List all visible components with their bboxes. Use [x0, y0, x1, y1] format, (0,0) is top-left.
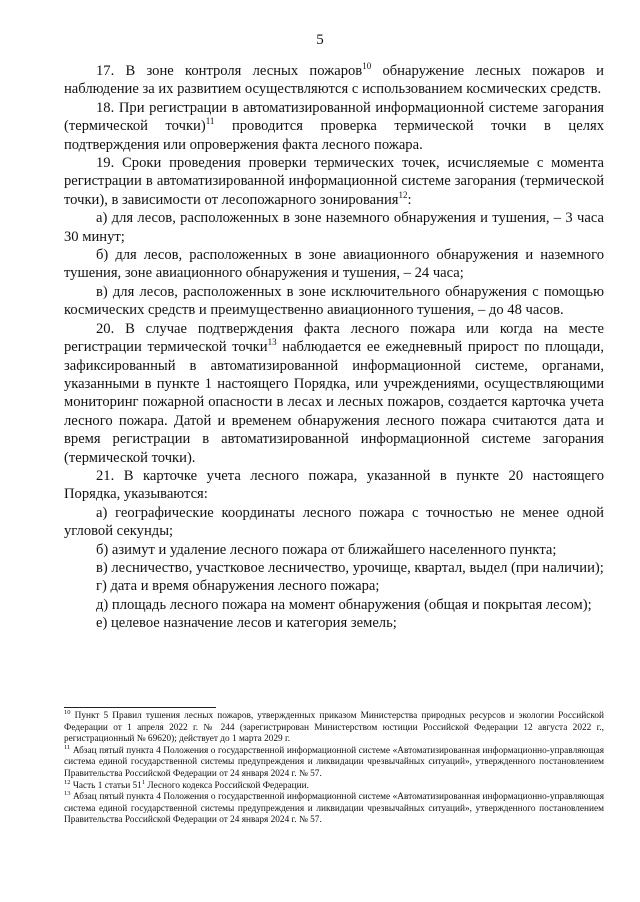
- paragraph-17: 17. В зоне контроля лесных пожаров$^{10}$ обнаружение лесных пожаров и наблюдение за их развитием осуществляются с использованием космических средств.: [64, 61, 604, 98]
- paragraph-18: 18. При регистрации в автоматизированной информационной системе загорания (термической точки)$^{11}$ проводится проверка термической точки в целях подтверждения или опровержения факта лесного пожара.: [64, 99, 604, 153]
- list-item-21c: в) лесничество, участковое лесничество, урочище, квартал, выдел (при наличии);: [96, 559, 604, 576]
- list-item-21f: е) целевое назначение лесов и категория земель;: [96, 615, 397, 632]
- footnote-ref-12: 12: [398, 189, 408, 200]
- footnote-10: $^{10}$ Пункт 5 Правил тушения лесных пожаров, утвержденных приказом Министерства природных ресурсов и экологии Российской Федерации от 1 апреля 2022 г. № 244 (зарегистрирован Министерством юстиции Российской Федерации 12 августа 2022 г., регистрационный № 69620); действует до 1 марта 2029 г.: [64, 708, 604, 745]
- list-item-19a: а) для лесов, расположенных в зоне наземного обнаружения и тушения, – 3 часа 30 минут;: [64, 210, 604, 245]
- list-item-21b: б) азимут и удаление лесного пожара от ближайшего населенного пункта;: [96, 541, 557, 558]
- footnote-divider: [64, 707, 216, 708]
- paragraph-19: 19. Сроки проведения проверки термических точек, исчисляемые с момента регистрации в автоматизированной информационной системе загорания (термической точки), в зависимости от лесопожарного зонирования$^{12}$:: [64, 155, 604, 208]
- footnote-12: $^{12}$ Часть 1 статьи $51^1$ Лесного кодекса Российской Федерации.: [64, 778, 309, 791]
- list-item-19c: в) для лесов, расположенных в зоне исключительного обнаружения с помощью космических средств и преимущественно авиационного тушения, – до 48 часов.: [64, 283, 604, 319]
- list-item-21a: а) географические координаты лесного пожара с точностью не менее одной угловой секунды;: [64, 504, 604, 540]
- paragraph-20: 20. В случае подтверждения факта лесного пожара или когда на месте регистрации термической точки$^{13}$ наблюдается ее ежедневный прирост по площади, зафиксированный в автоматизированной информационной системе, органами, указанными в пункте 1 настоящего Порядка, или учреждениями, осуществляющими мониторинг пожарной опасности в лесах и лесных пожаров, создается карточка учета лесного пожара. Датой и временем обнаружения лесного пожара считаются дата и время регистрации в автоматизированной информационной системе загорания (термической точки).: [64, 320, 604, 466]
- footnotes: [64, 708, 604, 827]
- footnote-ref-13: 13: [267, 337, 277, 348]
- list-item-21e: д) площадь лесного пожара на момент обнаружения (общая и покрытая лесом);: [96, 596, 592, 613]
- footnote-ref-10: 10: [362, 61, 372, 72]
- list-item-21d: г) дата и время обнаружения лесного пожара;: [96, 578, 380, 595]
- list-item-19b: б) для лесов, расположенных в зоне авиационного обнаружения и наземного тушения, зоне авиационного обнаружения и тушения, – 24 часа;: [64, 247, 604, 282]
- footnote-ref-11: 11: [205, 116, 215, 127]
- footnote-13: $^{13}$ Абзац пятый пункта 4 Положения о государственной информационной системе «Автоматизированная информационно-управляющая система единой государственной системы предупреждения и ликвидации чрезвычайных ситуаций», утвержденного постановлением Правительства Российской Федерации от 24 января 2024 г. № 57.: [64, 790, 604, 826]
- document-body: [64, 62, 604, 633]
- page-number: 5: [316, 32, 324, 48]
- footnote-11: $^{11}$ Абзац пятый пункта 4 Положения о государственной информационной системе «Автоматизированная информационно-управляющая система единой государственной системы предупреждения и ликвидации чрезвычайных ситуаций», утвержденного постановлением Правительства Российской Федерации от 24 января 2024 г. № 57.: [64, 743, 604, 779]
- paragraph-21: 21. В карточке учета лесного пожара, указанной в пункте 20 настоящего Порядка, указываются:: [64, 467, 604, 503]
